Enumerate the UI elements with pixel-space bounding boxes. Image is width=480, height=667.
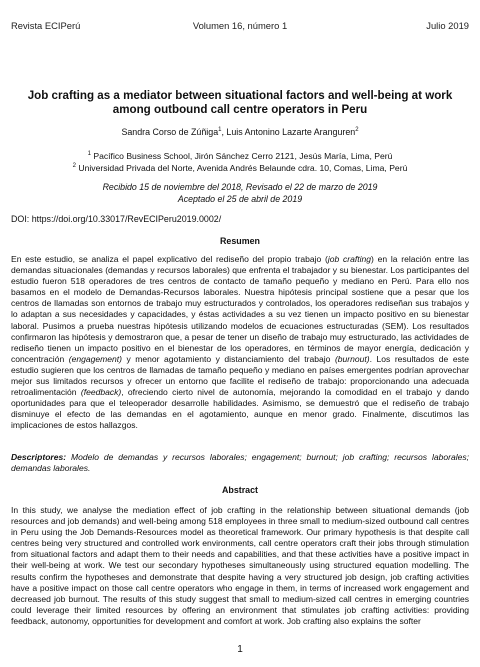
affiliations: [0, 150, 480, 174]
journal-name: Revista ECIPerú: [11, 20, 81, 31]
accepted-date: Aceptado el 25 de abril de 2019: [177, 194, 303, 204]
abstract-heading: Abstract: [221, 485, 258, 495]
author-2-affil: 2: [355, 127, 359, 134]
author-1: Sandra Corso de Zúñiga: [121, 127, 219, 137]
resumen-body: En este estudio, se analiza el papel explicativo del rediseño del propio trabajo (job crafting) en la relación entre las demandas situacionales (demandas y recursos laborales) que enfrenta el trabajador y su bienestar. Los participantes del estudio fueron 518 operadores de tres centros de contacto de tamaño pequeño y mediano en Perú. Para ello nos basamos en el modelo de Demandas-Recursos laborales. Nuestra hipótesis principal sostiene que a pesar que los centros de llamadas son entornos de trabajo muy estructurados y controlados, los operadores rediseñan sus trabajos y lo adaptan a sus necesidades y capacidades, y éstas actividades a su vez tienen un impacto positivo en su bienestar laboral. Pusimos a prueba nuestras hipótesis utilizando modelos de ecuaciones estructuradas (SEM). Los resultados confirmaron las hipótesis y demostraron que, a pesar de tener un diseño de trabajo muy estructurado, las actividades de rediseño tienen un impacto positivo en el bienestar de los operadores, en términos de mayor energía, dedicación y concentración (engagement) y menor agotamiento y distanciamiento del trabajo (burnout). Los resultados de este estudio sugieren que los centros de llamadas de tamaño pequeño y mediano en países emergentes podrían aprovechar mejor sus limitados recursos y ofrecer un entorno que facilite el rediseño de trabajo: proporcionando una adecuada retroalimentación (feedback), ofreciendo cierto nivel de autonomía, mejorando la comodidad en el trabajo y dando oportunidades para que el teleoperador desarrolle habilidades. Asimismo, se demuestró que el rediseño de trabajo disminuye el efecto de las demandas en el agotamiento, aunque en menor grado. Finalmente, discutimos las implicaciones de estos hallazgos.: [11, 254, 470, 431]
affiliation-2: $^2$ Universidad Privada del Norte, Avenida Andrés Belaunde cdra. 10, Comas, Lima, Perú: [72, 163, 408, 173]
issue-date: Julio 2019: [426, 20, 469, 31]
descriptores-text: Modelo de demandas y recursos laborales; engagement; burnout; job crafting; recursos laborales; demandas laborales.: [11, 452, 469, 474]
author-2: Luis Antonino Lazarte Aranguren: [226, 127, 356, 137]
author-separator: ,: [221, 127, 227, 137]
descriptores-label: Descriptores:: [11, 452, 67, 462]
abstract-body: In this study, we analyse the mediation effect of job crafting in the relationship between situational demands (job resources and job demands) and well-being among 518 employees in three small to medium-sized outbound call centres in Peru using the Job Demands-Resources model as theoretical framework. Our primary hypothesis is that despite call centres being very structured and controlled work environments, call centre operators craft their jobs through stimulation from situational factors and adapt them to their needs and capabilities, and that these activities have a positive impact in their well-being at work. We test our secondary hypotheses simultaneously using structured equation modelling. The results confirm the hypotheses and demonstrate that despite having a very structured job design, job crafting activities have a positive impact on those call centre operators who engage in them, in terms of increased work engagement and decreased job burnout. The results of this study suggest that small to medium-sized call centres in emerging countries could leverage their limited resources by offering an environment that stimulates job crafting activities: providing feedback, autonomy, opportunities for development and comfort at work. Job crafting also explains the softer: [11, 505, 469, 626]
doi-link[interactable]: DOI: https://doi.org/10.33017/RevECIPeru2019.0002/: [11, 214, 222, 224]
page-number: 1: [237, 644, 243, 655]
received-revised-date: Recibido 15 de noviembre del 2018, Revisado el 22 de marzo de 2019: [102, 182, 378, 192]
volume-issue: Volumen 16, número 1: [192, 20, 288, 31]
paper-title: Job crafting as a mediator between situational factors and well-being at work among outbound call centre operators in Peru: [27, 89, 453, 116]
running-header: [11, 20, 469, 34]
author-1-affil: 1: [218, 127, 222, 134]
affiliation-1: $^1$ Pacífico Business School, Jirón Sánchez Cerro 2121, Jesús María, Lima, Perú: [87, 151, 393, 161]
author-line: [0, 127, 480, 137]
descriptores: [11, 452, 469, 474]
resumen-heading: Resumen: [220, 236, 260, 246]
submission-dates: [0, 181, 480, 205]
